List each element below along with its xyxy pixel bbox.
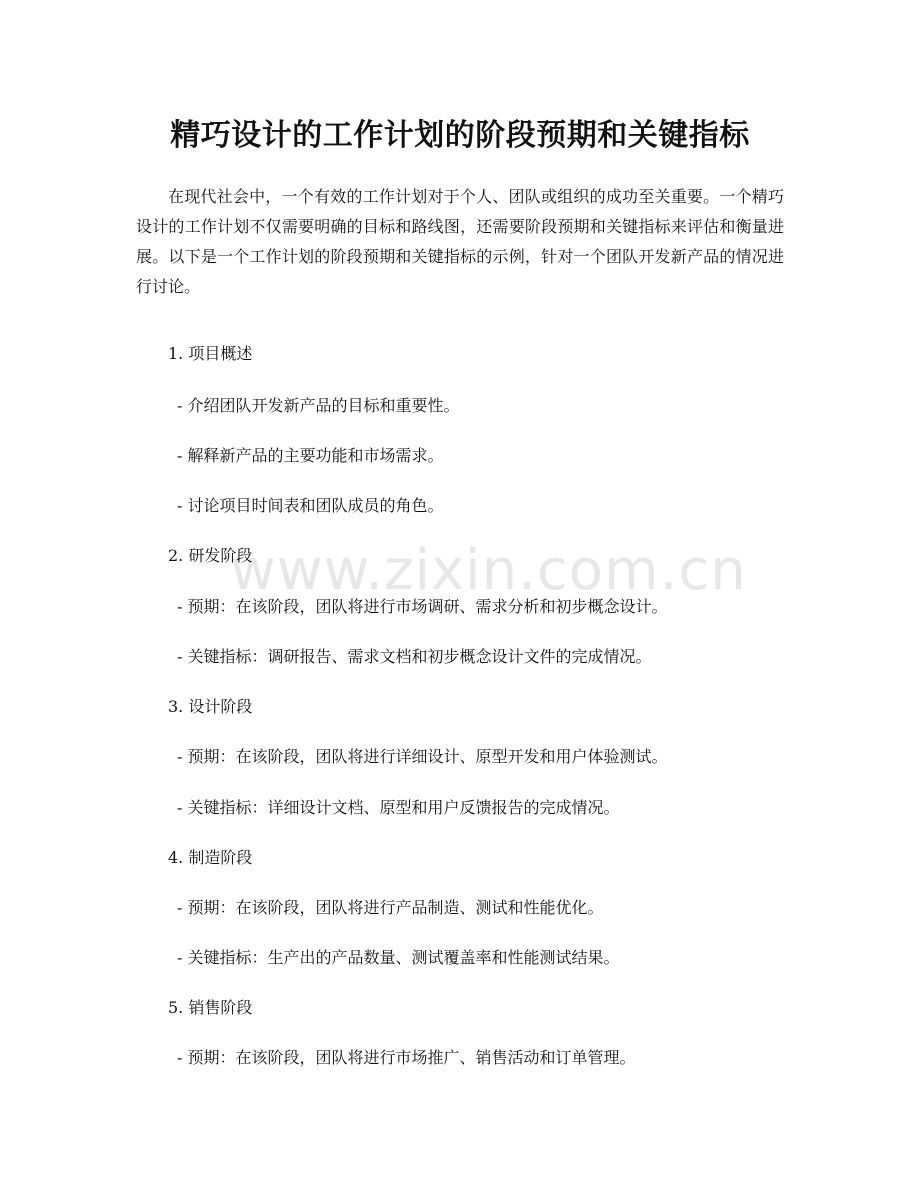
list-item: - 关键指标：调研报告、需求文档和初步概念设计文件的完成情况。 [177,647,652,666]
list-item: - 预期：在该阶段，团队将进行市场推广、销售活动和订单管理。 [177,1048,636,1067]
list-item: - 解释新产品的主要功能和市场需求。 [177,446,444,465]
list-item: - 预期：在该阶段，团队将进行市场调研、需求分析和初步概念设计。 [177,597,668,616]
list-item: - 介绍团队开发新产品的目标和重要性。 [177,396,460,415]
list-item: - 讨论项目时间表和团队成员的角色。 [177,496,444,515]
watermark: www.zixin.com.cn [230,538,747,603]
section-heading: 3. 设计阶段 [168,697,253,716]
section-heading: 2. 研发阶段 [168,546,253,565]
list-item: - 预期：在该阶段，团队将进行产品制造、测试和性能优化。 [177,898,604,917]
list-item: - 预期：在该阶段，团队将进行详细设计、原型开发和用户体验测试。 [177,747,668,766]
list-item: - 关键指标：详细设计文档、原型和用户反馈报告的完成情况。 [177,798,620,817]
section-heading: 5. 销售阶段 [168,998,253,1017]
section-heading: 1. 项目概述 [168,344,253,363]
intro-paragraph: 在现代社会中，一个有效的工作计划对于个人、团队或组织的成功至关重要。一个精巧设计的工作计划不仅需要明确的目标和路线图，还需要阶段预期和关键指标来评估和衡量进展。以下是一个工作计划的阶段预期和关键指标的示例，针对一个团队开发新产品的情况进行讨论。 [136,187,784,296]
section-heading: 4. 制造阶段 [168,848,253,867]
list-item: - 关键指标：生产出的产品数量、测试覆盖率和性能测试结果。 [177,948,620,967]
page-title: 精巧设计的工作计划的阶段预期和关键指标 [170,118,750,153]
